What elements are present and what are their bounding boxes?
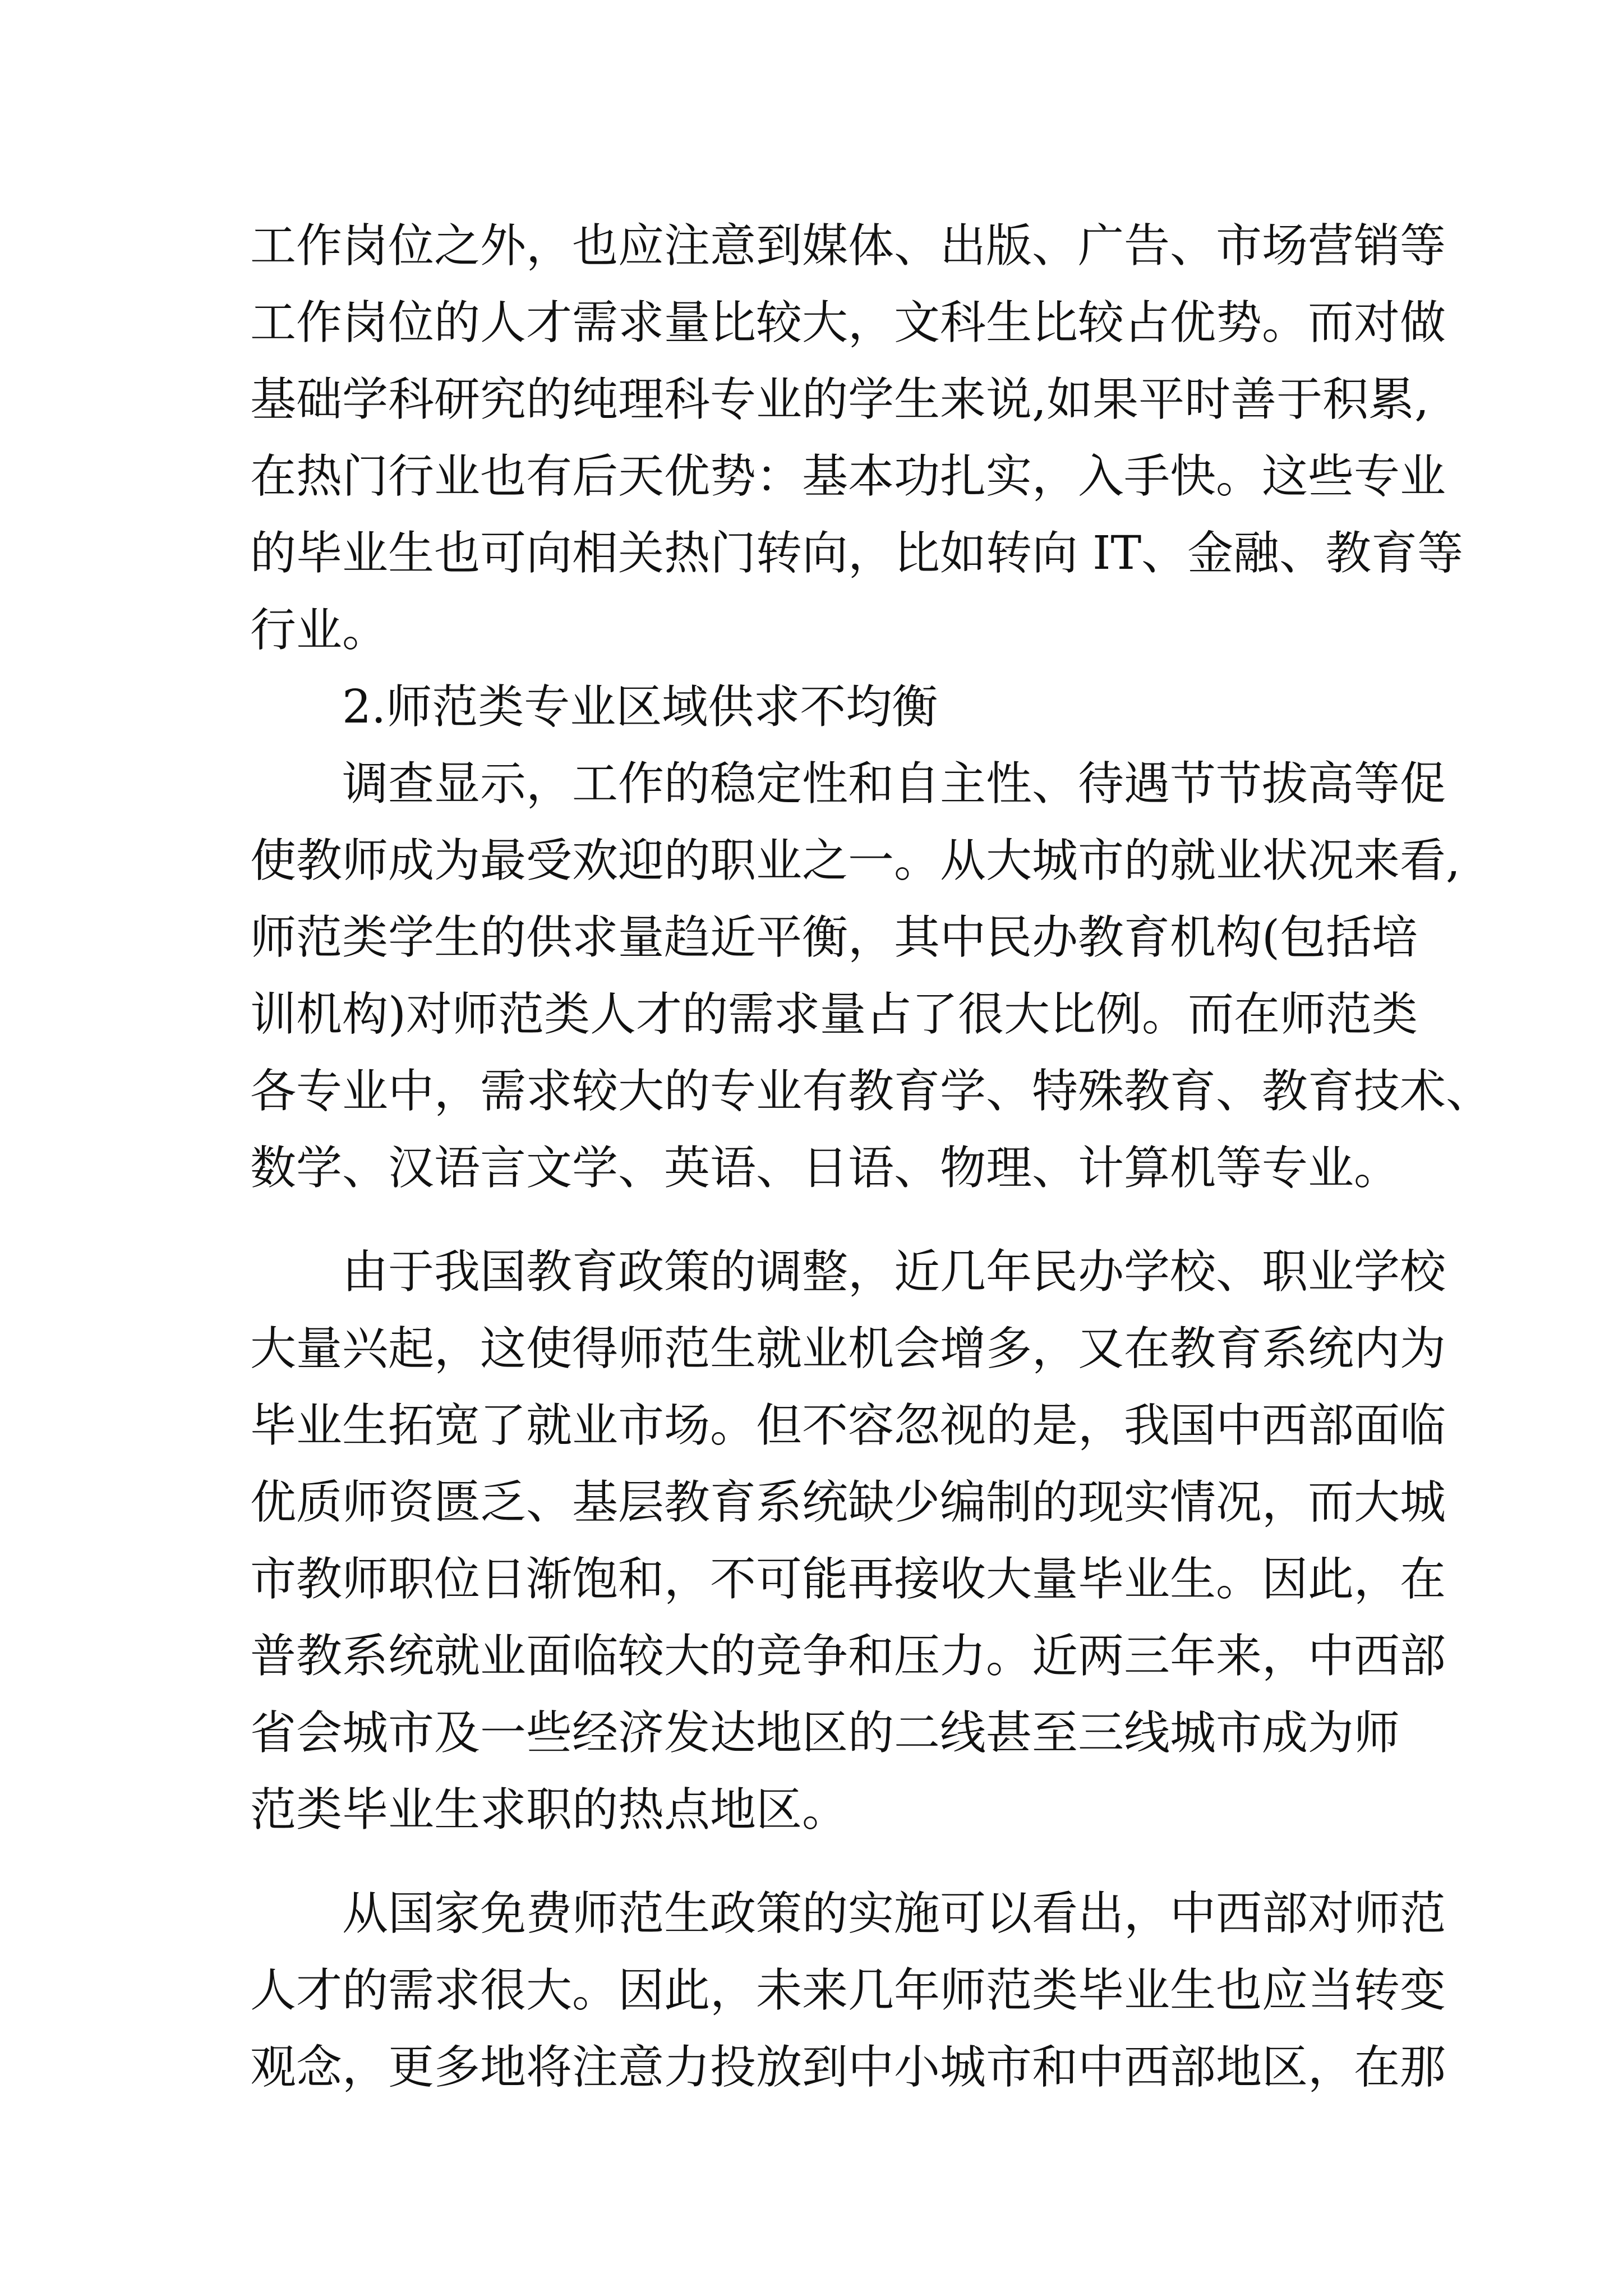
text-line: 在热门行业也有后天优势：基本功扎实，入手快。这些专业	[250, 450, 1446, 503]
paragraph-1	[250, 208, 1464, 669]
heading-line: 2.师范类专业区域供求不均衡	[342, 680, 938, 734]
text-line: 普教系统就业面临较大的竞争和压力。近两三年来，中西部	[250, 1630, 1446, 1683]
body-text	[250, 208, 1492, 2106]
text-line: 行业。	[250, 604, 389, 657]
paragraph-2	[250, 746, 1492, 1207]
text-line: 使教师成为最受欢迎的职业之一。从大城市的就业状况来看,	[250, 834, 1461, 887]
text-line: 数学、汉语言文学、英语、日语、物理、计算机等专业。	[250, 1142, 1400, 1195]
text-line: 工作岗位之外，也应注意到媒体、出版、广告、市场营销等	[250, 219, 1446, 273]
text-line: 市教师职位日渐饱和，不可能再接收大量毕业生。因此，在	[250, 1553, 1446, 1606]
text-line: 的毕业生也可向相关热门转向，比如转向 IT、金融、教育等	[250, 527, 1464, 580]
text-line: 师范类学生的供求量趋近平衡，其中民办教育机构(包括培	[250, 911, 1418, 964]
section-heading	[250, 669, 1389, 746]
paragraph-3	[250, 1234, 1446, 1848]
paragraph-gap	[250, 1848, 1389, 1875]
text-line: 大量兴起，这使得师范生就业机会增多，又在教育系统内为	[250, 1322, 1446, 1375]
text-line: 各专业中，需求较大的专业有教育学、特殊教育、教育技术、	[250, 1065, 1492, 1118]
text-line: 毕业生拓宽了就业市场。但不容忽视的是，我国中西部面临	[250, 1399, 1446, 1452]
text-line: 基础学科研究的纯理科专业的学生来说,如果平时善于积累,	[250, 373, 1430, 426]
text-line: 从国家免费师范生政策的实施可以看出，中西部对师范	[342, 1887, 1446, 1940]
text-line: 省会城市及一些经济发达地区的二线甚至三线城市成为师	[250, 1706, 1400, 1760]
text-line: 训机构)对师范类人才的需求量占了很大比例。而在师范类	[250, 988, 1418, 1041]
text-line: 范类毕业生求职的热点地区。	[250, 1783, 849, 1837]
text-line: 由于我国教育政策的调整，近几年民办学校、职业学校	[342, 1245, 1446, 1299]
paragraph-gap	[250, 1207, 1389, 1234]
text-line: 优质师资匮乏、基层教育系统缺少编制的现实情况，而大城	[250, 1476, 1446, 1529]
paragraph-4	[250, 1875, 1446, 2106]
text-line: 工作岗位的人才需求量比较大，文科生比较占优势。而对做	[250, 296, 1446, 349]
text-line: 人才的需求很大。因此，未来几年师范类毕业生也应当转变	[250, 1964, 1446, 2017]
text-line: 调查显示，工作的稳定性和自主性、待遇节节拔高等促	[342, 757, 1446, 811]
text-line: 观念，更多地将注意力投放到中小城市和中西部地区，在那	[250, 2041, 1446, 2094]
